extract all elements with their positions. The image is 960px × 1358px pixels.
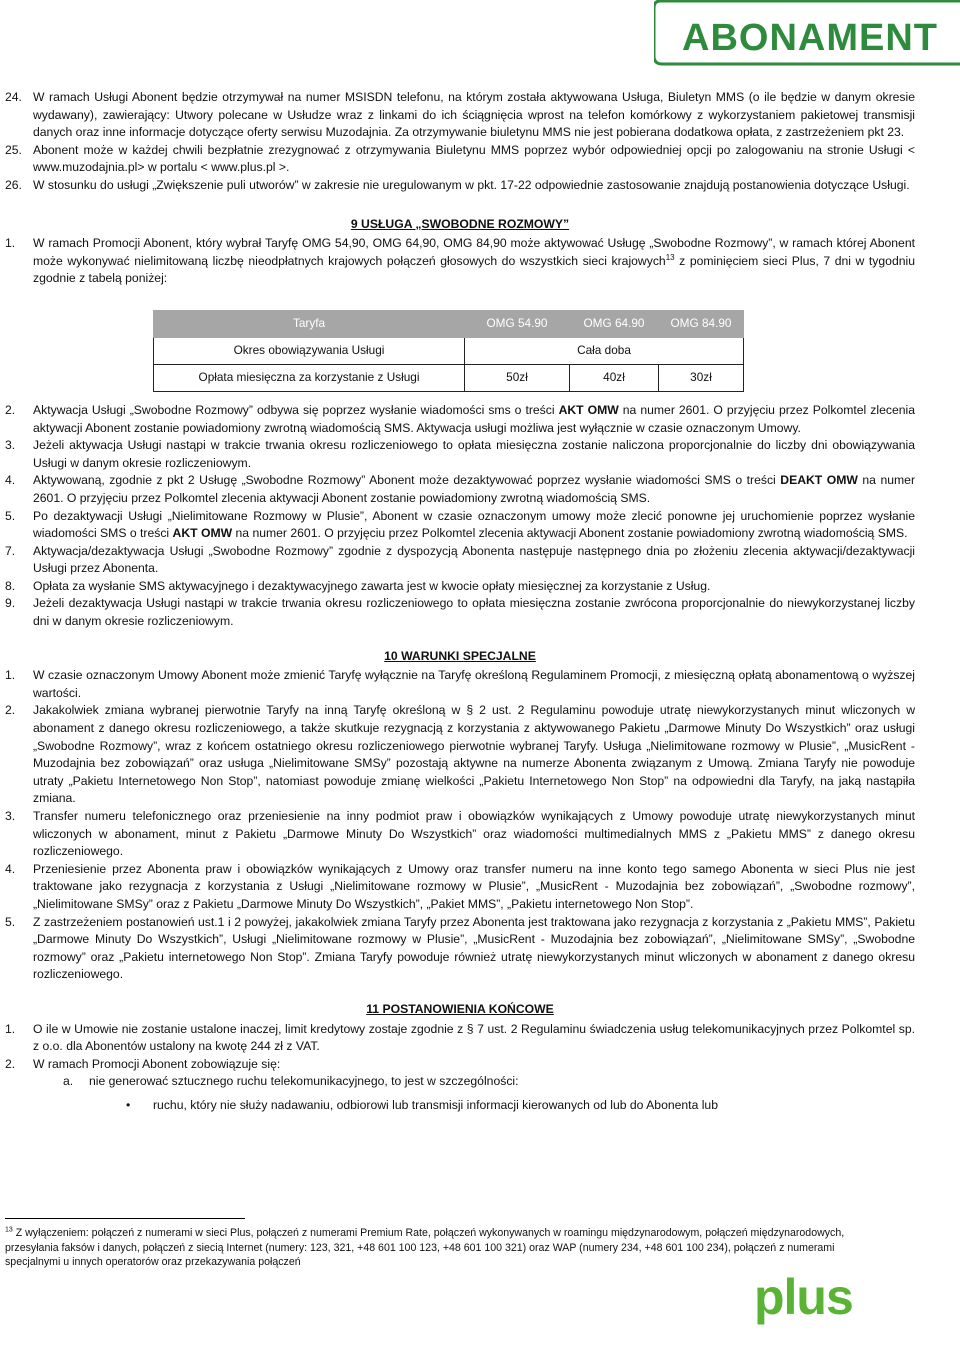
intro-point-25 (5, 142, 915, 177)
bullet-icon: • (126, 1097, 131, 1112)
subpoint-letter: a. (63, 1074, 74, 1089)
footnote-divider (5, 1218, 245, 1219)
section-11-point-2 (5, 1056, 915, 1074)
section-title: 10 WARUNKI SPECJALNE (384, 648, 536, 663)
section-9-point-3 (5, 437, 915, 472)
point-number: 1. (5, 236, 16, 251)
point-text: Aktywacja Usługi „Swobodne Rozmowy” odbywa się poprzez wysłanie wiadomości sms o treści (33, 402, 559, 417)
sms-code: DEAKT OMW (780, 473, 858, 488)
point-text: Abonent może w każdej chwili bezpłatnie zrezygnować z otrzymywania Biuletynu MMS poprzez wybór odpowiedniej opcji po zalogowaniu na stronie Usługi < www.muzodajnia.pl> w portalu < www.plus.pl >. (33, 142, 915, 175)
table-header-cell: OMG 54.90 (465, 310, 570, 337)
sms-code: AKT OMW (172, 526, 233, 541)
point-text-cont: na numer 2601. O przyjęciu przez Polkomtel zlecenia aktywacji Abonent zostanie powiadomiony zwrotną wiadomością SMS. (232, 526, 908, 541)
section-11-bullet (5, 1097, 915, 1115)
section-10-point-1 (5, 667, 915, 702)
intro-point-24 (5, 89, 915, 142)
intro-point-26 (5, 177, 915, 195)
section-11-subpoint-a (5, 1073, 915, 1091)
footnote-ref[interactable]: 13 (665, 252, 675, 262)
point-text: Z zastrzeżeniem postanowień ust.1 i 2 powyżej, jakakolwiek zmiana Taryfy przez Abonenta jest traktowana jako rezygnacja z korzystania z „Pakietu MMS”, Pakietu „Darmowe Minuty Do Wszystkich”, Usługi „Nielimitowane rozmowy w Plusie”, „MusicRent - Muzodajnia bez zobowiązań”, „Nielimitowane SMSy”, „Swobodne rozmowy” oraz „Pakietu internetowego Non Stop”. Zmiana Taryfy powoduje również utratę niewykorzystanych minut wliczonych w abonament z danego okresu rozliczeniowego. (33, 914, 915, 982)
table-row (154, 364, 744, 391)
point-text-cont: na numer 2601. O przyjęciu przez Polkomtel zlecenia aktywacji Abonent zostanie powiadomiony zwrotną wiadomością SMS. (33, 473, 916, 505)
point-number: 7. (5, 543, 16, 558)
table-cell: Opłata miesięczna za korzystanie z Usługi (154, 364, 465, 391)
point-number: 2. (5, 1056, 16, 1071)
point-text: Aktywowaną, zgodnie z pkt 2 Usługę „Swobodne Rozmowy” Abonent może dezaktywować poprzez wysłanie wiadomości SMS o treści (33, 473, 781, 488)
table-header-cell: Taryfa (154, 310, 465, 337)
table-cell: 40zł (570, 364, 659, 391)
section-title: 11 POSTANOWIENIA KOŃCOWE (366, 1001, 554, 1016)
table-header-cell: OMG 84.90 (659, 310, 744, 337)
plus-logo-text: plus (754, 1274, 853, 1325)
abonament-banner-frame (654, 0, 960, 66)
sms-code: AKT OMW (558, 402, 619, 417)
point-number: 1. (5, 1021, 16, 1036)
table-cell: Okres obowiązywania Usługi (154, 337, 465, 364)
point-number: 4. (5, 473, 16, 488)
section-9-point-5 (5, 508, 915, 543)
point-text: Jeżeli aktywacja Usługi nastąpi w trakcie trwania okresu rozliczeniowego to opłata miesięczna zostanie naliczona proporcjonalnie do liczby dni obowiązywania Usługi w danym okresie rozliczeniowym. (33, 438, 915, 470)
tariff-table-header-row (154, 310, 744, 337)
bullet-text: ruchu, który nie służy nadawaniu, odbiorowi lub transmisji informacji kierowanych od lub do Abonenta lub (153, 1097, 718, 1112)
point-number: 4. (5, 861, 16, 876)
point-number: 24. (5, 90, 22, 104)
section-10-point-5 (5, 914, 915, 984)
point-text: Przeniesienie przez Abonenta praw i obowiązków wynikających z Umowy oraz transfer numeru na inne konto tego samego Abonenta w sieci Plus nie jest traktowane jako rezygnacja z korzystania z Usługi „Nielimitowane rozmowy w Plusie”, „MusicRent - Muzodajnia bez zobowiązań”, „Swobodne rozmowy”, „Nielimitowane SMSy” oraz z Pakietu „Darmowe Minuty Do Wszystkich”, „Pakiet MMS”, „Pakietu internetowego Non Stop”. (33, 861, 915, 911)
point-text: Transfer numeru telefonicznego oraz przeniesienie na inny podmiot praw i obowiązków wynikających z Umowy powoduje utratę niewykorzystanych minut wliczonych w abonament, minut z Pakietu „Darmowe Minuty Do Wszystkich” oraz wiadomości multimedialnych MMS z „Pakietu MMS” z danego okresu rozliczeniowego. (33, 809, 915, 859)
footnote (5, 1226, 885, 1270)
table-cell: 50zł (465, 364, 570, 391)
plus-logo-graphic (754, 1274, 904, 1330)
point-number: 5. (5, 508, 16, 523)
section-10-heading (5, 648, 915, 666)
section-10-point-3 (5, 808, 915, 861)
table-cell: Cała doba (465, 337, 744, 364)
point-text: Aktywacja/dezaktywacja Usługi „Swobodne Rozmowy” zgodnie z dyspozycją Abonenta następuje następnego dnia po złożeniu zlecenia aktywacji/dezaktywacji Usługi przez Abonenta. (33, 543, 915, 576)
point-text: W ramach Usługi Abonent będzie otrzymywał na numer MSISDN telefonu, na którym została aktywowana Usługa, Biuletyn MMS (o ile będzie w danym okresie wydawany), zawierający: Utwory polecane w Usłudze wraz z linkami do ich ściągnięcia wprost na telefon komórkowy z wykorzystaniem pakietowej transmisji danych oraz inne informacje dotyczące oferty serwisu Muzodajnia. Za otrzymywanie biuletynu MMS nie jest pobierana dodatkowa opłata, z zastrzeżeniem pkt 23. (33, 90, 915, 140)
point-number: 3. (5, 809, 16, 823)
footnote-text: Z wyłączeniem: połączeń z numerami w sieci Plus, połączeń z numerami Premium Rate, połączeń wykonywanych w roamingu międzynarodowym, połączeń międzynarodowych, przesyłania faksów i danych, połączeń z siecią Internet (numery: 123, 321, +48 601 100 123, +48 601 100 321) oraz WAP (numery 234, +48 601 100 234), połączeń z numerami specjalnymi u innych operatorów oraz przekazywania połączeń (5, 1227, 845, 1268)
point-text: Opłata za wysłanie SMS aktywacyjnego i dezaktywacyjnego zawarta jest w kwocie opłaty miesięcznej za korzystanie z Usług. (33, 578, 711, 593)
point-number: 25. (5, 142, 22, 157)
table-header-cell: OMG 64.90 (570, 310, 659, 337)
plus-logo (754, 1274, 904, 1330)
section-9-point-4 (5, 472, 915, 507)
point-number: 9. (5, 596, 16, 611)
tariff-table (153, 310, 744, 392)
point-text: W stosunku do usługi „Zwiększenie puli utworów” w zakresie nie uregulowanym w pkt. 17-22 odpowiednie zastosowanie znajdują postanowienia dotyczące Usługi. (33, 177, 910, 192)
point-number: 3. (5, 438, 16, 453)
abonament-banner (654, 0, 960, 66)
point-number: 26. (5, 177, 22, 192)
point-text: Po dezaktywacji Usługi „Nielimitowane Rozmowy w Plusie”, Abonent w czasie oznaczonym umowy może zlecić ponowne jej uruchomienie poprzez wysłanie wiadomości SMS o treści (33, 508, 915, 541)
section-9-point-7 (5, 543, 915, 578)
section-10-point-2 (5, 702, 915, 808)
point-text: W ramach Promocji Abonent, który wybrał Taryfę OMG 54,90, OMG 64,90, OMG 84,90 może aktywować Usługę „Swobodne Rozmowy”, w ramach której Abonent może wykonywać nielimitowaną liczbę nieodpłatnych krajowych połączeń głosowych do wszystkich sieci krajowych (33, 236, 915, 268)
point-number: 1. (5, 668, 16, 683)
document-body (5, 89, 915, 1115)
section-11-point-1 (5, 1021, 915, 1056)
point-text-cont: z pominięciem sieci Plus, 7 dni w tygodniu zgodnie z tabelą poniżej: (33, 253, 915, 286)
section-9-point-9 (5, 595, 915, 630)
point-text: W ramach Promocji Abonent zobowiązuje się: (33, 1056, 281, 1071)
point-text: Jeżeli dezaktywacja Usługi nastąpi w trakcie trwania okresu rozliczeniowego to opłata miesięczna zostanie zwrócona proporcjonalnie do niewykorzystanej liczby dni w danym okresie rozliczeniowym. (33, 596, 915, 629)
table-cell: 30zł (659, 364, 744, 391)
point-number: 8. (5, 578, 16, 593)
point-text: O ile w Umowie nie zostanie ustalone inaczej, limit kredytowy zostaje zgodnie z § 7 ust. 2 Regulaminu świadczenia usług telekomunikacyjnych przez Polkomtel sp. z o.o. dla Abonentów ustalony na kwotę 244 zł z VAT. (33, 1021, 915, 1054)
section-9-point-8 (5, 578, 915, 596)
section-9-heading (5, 216, 915, 234)
table-row (154, 337, 744, 364)
point-number: 2. (5, 402, 16, 417)
point-text-cont: na numer 2601. O przyjęciu przez Polkomtel zlecenia aktywacji Abonent zostanie powiadomiony zwrotną wiadomością SMS. Aktywacja usługi możliwa jest wyłącznie w czasie oznaczonym Umowy. (33, 402, 915, 435)
point-text: Jakakolwiek zmiana wybranej pierwotnie Taryfy na inną Taryfę określoną w § 2 ust. 2 Regulaminu powoduje utratę niewykorzystanych minut wliczonych w abonament z danego okresu rozliczeniowego, a także skutkuje rezygnacją z korzystania z aktywowanego Pakietu „Darmowe Minuty Do Wszystkich” oraz usługi „Swobodne Rozmowy”, wraz z końcem ostatniego okresu rozliczeniowego pierwotnie wybranej Taryfy. Usługa „Nielimitowane rozmowy w Plusie”, „MusicRent - Muzodajnia bez zobowiązań” oraz usługa „Nielimitowane SMSy” pozostają aktywne na numerze Abonenta związanym z Umową. Zmiana Taryfy nie powoduje utraty „Pakietu Internetowego Non Stop”, natomiast powoduje zmianę wielkości „Pakietu Internetowego Non Stop” na odpowiedni dla Taryfy, na jaką nastąpiła zmiana. (33, 703, 915, 806)
abonament-logo-text: ABONAMENT (682, 17, 938, 59)
point-number: 5. (5, 914, 16, 929)
section-title: 9 USŁUGA „SWOBODNE ROZMOWY” (350, 216, 570, 231)
section-11-heading (5, 1001, 915, 1019)
section-9-point-1 (5, 235, 915, 288)
point-text: W czasie oznaczonym Umowy Abonent może zmienić Taryfę wyłącznie na Taryfę określoną Regulaminem Promocji, z miesięczną opłatą abonamentową o wyższej wartości. (33, 668, 915, 700)
subpoint-text: nie generować sztucznego ruchu telekomunikacyjnego, to jest w szczególności: (89, 1074, 519, 1089)
section-9-point-2 (5, 402, 915, 437)
footnote-number: 13 (5, 1226, 13, 1234)
section-10-point-4 (5, 861, 915, 914)
point-number: 2. (5, 703, 16, 718)
